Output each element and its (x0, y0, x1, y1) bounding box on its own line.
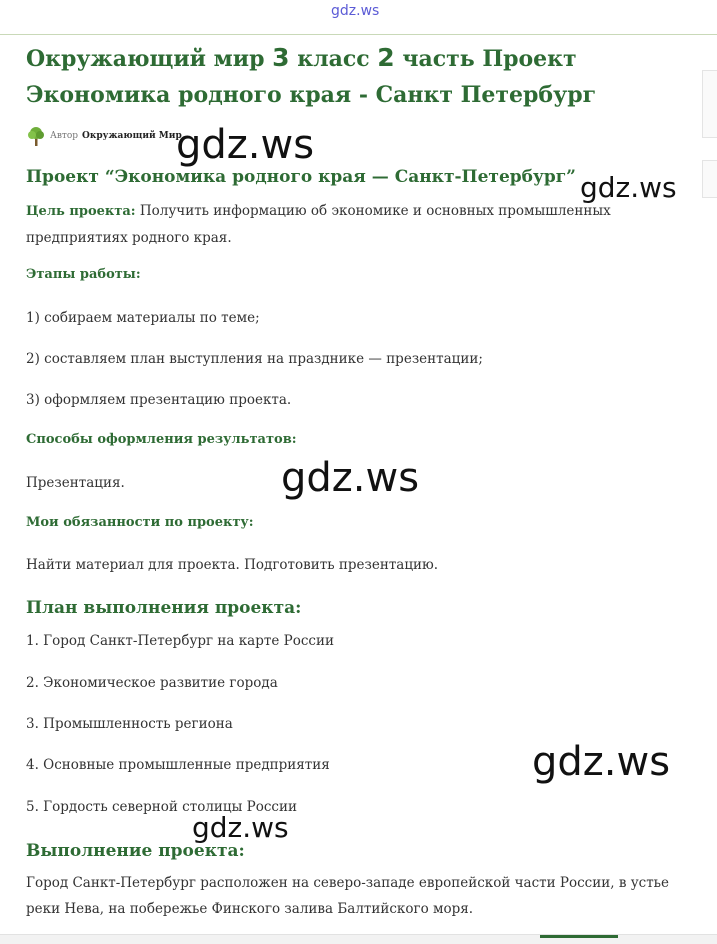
author-label: Автор (50, 131, 79, 141)
duties-text: Найти материал для проекта. Подготовить презентацию. (26, 557, 439, 573)
watermark: gdz.ws (176, 122, 315, 168)
side-widget-top[interactable] (702, 70, 717, 138)
watermark: gdz.ws (580, 171, 677, 204)
tree-icon (26, 125, 46, 147)
goal-label: Цель проекта: (26, 204, 136, 219)
page-title (26, 40, 666, 113)
watermark: gdz.ws (532, 739, 671, 785)
goal-paragraph (26, 198, 676, 251)
side-widget-bottom[interactable] (702, 160, 717, 198)
plan-item: 1. Город Санкт-Петербург на карте России (26, 633, 334, 649)
watermark: gdz.ws (281, 455, 420, 501)
plan-item: 3. Промышленность региона (26, 716, 233, 732)
title-text-2: класс (289, 46, 378, 72)
duties-label: Мои обязанности по проекту: (26, 515, 254, 530)
stage-item: 2) составляем план выступления на празднике — презентации; (26, 351, 483, 367)
watermark: gdz.ws (192, 811, 289, 844)
author-name[interactable]: Окружающий Мир (82, 131, 182, 141)
plan-item: 4. Основные промышленные предприятия (26, 757, 330, 773)
site-logo[interactable]: gdz.ws (331, 3, 380, 19)
stages-label: Этапы работы: (26, 267, 141, 282)
title-grade-number: 3 (272, 43, 290, 72)
bottom-accent (540, 935, 618, 938)
site-header (0, 0, 717, 35)
title-text-1: Окружающий мир (26, 46, 273, 72)
stage-item: 1) собираем материалы по теме; (26, 310, 260, 326)
project-heading: Проект “Экономика родного края — Санкт-Петербург” (26, 167, 576, 187)
execution-text: Город Санкт-Петербург расположен на северо-западе европейской части России, в устье реки Нева, на побережье Финского залива Балтийского моря. (26, 875, 670, 917)
plan-item: 2. Экономическое развитие города (26, 675, 278, 691)
author-line (26, 125, 182, 147)
methods-label: Способы оформления результатов: (26, 432, 297, 447)
title-text-3: часть Проект Экономика родного края - Санкт Петербург (26, 46, 597, 108)
plan-heading: План выполнения проекта: (26, 598, 302, 618)
stage-item: 3) оформляем презентацию проекта. (26, 392, 292, 408)
execution-heading: Выполнение проекта: (26, 841, 245, 861)
title-part-number: 2 (377, 43, 395, 72)
goal-text: Получить информацию об экономике и основных промышленных предприятиях родного края. (26, 203, 611, 246)
plan-item: 5. Гордость северной столицы России (26, 799, 297, 815)
methods-text: Презентация. (26, 475, 125, 491)
